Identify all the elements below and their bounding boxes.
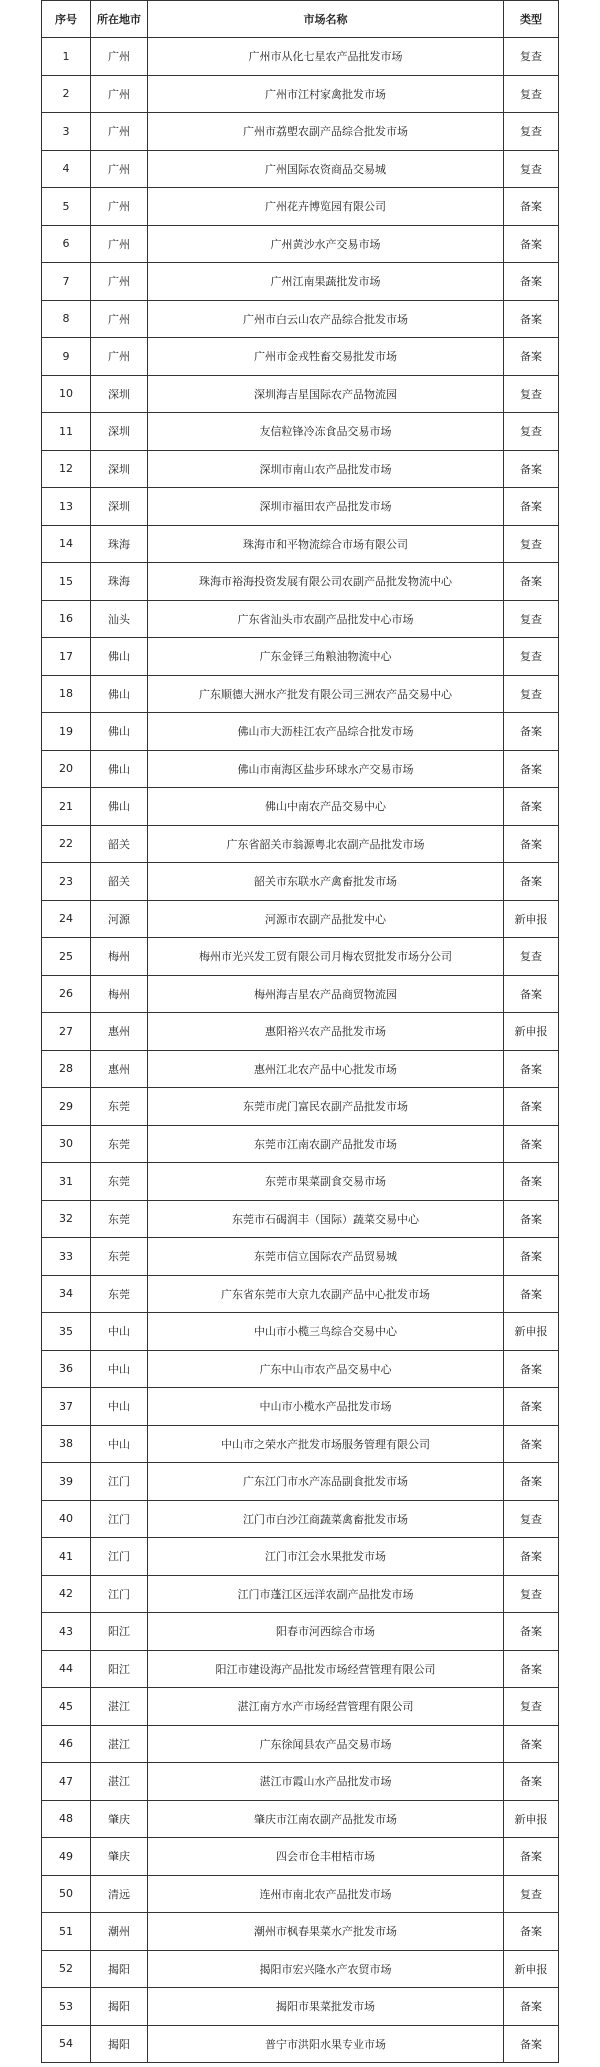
row-market-name: 广东省韶关市翁源粤北农副产品批发市场	[148, 825, 504, 863]
row-city: 揭阳	[91, 1988, 148, 2026]
table-row	[42, 225, 559, 263]
row-market-name: 广州市白云山农产品综合批发市场	[148, 300, 504, 338]
row-type: 复查	[504, 675, 559, 713]
row-type: 备案	[504, 1913, 559, 1951]
header-type: 类型	[504, 1, 559, 38]
row-market-name: 肇庆市江南农副产品批发市场	[148, 1800, 504, 1838]
row-market-name: 东莞市果菜副食交易市场	[148, 1163, 504, 1201]
row-city: 佛山	[91, 750, 148, 788]
row-type: 新申报	[504, 1800, 559, 1838]
row-index: 48	[42, 1800, 91, 1838]
row-type: 备案	[504, 1463, 559, 1501]
row-city: 深圳	[91, 450, 148, 488]
row-city: 东莞	[91, 1238, 148, 1276]
row-type: 复查	[504, 1575, 559, 1613]
table-row	[42, 1950, 559, 1988]
table-header-row	[42, 1, 559, 38]
row-type: 备案	[504, 1988, 559, 2026]
row-city: 江门	[91, 1463, 148, 1501]
row-city: 东莞	[91, 1163, 148, 1201]
row-city: 佛山	[91, 713, 148, 751]
row-type: 备案	[504, 188, 559, 226]
table-row	[42, 488, 559, 526]
row-type: 备案	[504, 1238, 559, 1276]
table-row	[42, 1575, 559, 1613]
row-market-name: 中山市之荣水产批发市场服务管理有限公司	[148, 1425, 504, 1463]
row-type: 备案	[504, 1200, 559, 1238]
row-market-name: 河源市农副产品批发中心	[148, 900, 504, 938]
row-index: 5	[42, 188, 91, 226]
row-market-name: 广东省东莞市大京九农副产品中心批发市场	[148, 1275, 504, 1313]
row-city: 湛江	[91, 1688, 148, 1726]
row-type: 备案	[504, 1838, 559, 1876]
row-index: 6	[42, 225, 91, 263]
row-city: 湛江	[91, 1725, 148, 1763]
table-row	[42, 638, 559, 676]
row-city: 中山	[91, 1388, 148, 1426]
row-city: 东莞	[91, 1200, 148, 1238]
row-type: 备案	[504, 1163, 559, 1201]
table-row	[42, 450, 559, 488]
row-index: 29	[42, 1088, 91, 1126]
header-market-name: 市场名称	[148, 1, 504, 38]
table-body	[42, 38, 559, 2063]
table-row	[42, 1275, 559, 1313]
row-index: 8	[42, 300, 91, 338]
table-row	[42, 338, 559, 376]
table-row	[42, 1800, 559, 1838]
table-row	[42, 1463, 559, 1501]
row-market-name: 广东徐闻县农产品交易市场	[148, 1725, 504, 1763]
row-type: 复查	[504, 1875, 559, 1913]
row-city: 东莞	[91, 1275, 148, 1313]
row-type: 备案	[504, 263, 559, 301]
row-market-name: 佛山市大沥桂江农产品综合批发市场	[148, 713, 504, 751]
row-city: 梅州	[91, 975, 148, 1013]
row-index: 49	[42, 1838, 91, 1876]
row-index: 11	[42, 413, 91, 451]
row-type: 复查	[504, 375, 559, 413]
row-index: 34	[42, 1275, 91, 1313]
row-market-name: 广州江南果蔬批发市场	[148, 263, 504, 301]
table-row	[42, 413, 559, 451]
table-row	[42, 938, 559, 976]
table-row	[42, 675, 559, 713]
row-market-name: 珠海市裕海投资发展有限公司农副产品批发物流中心	[148, 563, 504, 601]
row-market-name: 阳春市河西综合市场	[148, 1613, 504, 1651]
row-city: 阳江	[91, 1613, 148, 1651]
row-index: 37	[42, 1388, 91, 1426]
row-market-name: 深圳海吉星国际农产品物流园	[148, 375, 504, 413]
table-row	[42, 1763, 559, 1801]
row-index: 50	[42, 1875, 91, 1913]
row-market-name: 湛江南方水产市场经营管理有限公司	[148, 1688, 504, 1726]
row-city: 珠海	[91, 563, 148, 601]
row-index: 53	[42, 1988, 91, 2026]
row-type: 备案	[504, 1275, 559, 1313]
row-city: 广州	[91, 225, 148, 263]
row-index: 44	[42, 1650, 91, 1688]
row-type: 备案	[504, 2025, 559, 2063]
row-index: 14	[42, 525, 91, 563]
row-city: 惠州	[91, 1050, 148, 1088]
row-index: 15	[42, 563, 91, 601]
table-row	[42, 375, 559, 413]
row-index: 27	[42, 1013, 91, 1051]
row-type: 备案	[504, 1088, 559, 1126]
table-row	[42, 1200, 559, 1238]
row-index: 43	[42, 1613, 91, 1651]
row-index: 30	[42, 1125, 91, 1163]
row-market-name: 普宁市洪阳水果专业市场	[148, 2025, 504, 2063]
row-market-name: 东莞市石碣润丰（国际）蔬菜交易中心	[148, 1200, 504, 1238]
row-type: 复查	[504, 938, 559, 976]
table-row	[42, 900, 559, 938]
row-type: 备案	[504, 1425, 559, 1463]
row-market-name: 珠海市和平物流综合市场有限公司	[148, 525, 504, 563]
row-type: 备案	[504, 450, 559, 488]
table-row	[42, 1013, 559, 1051]
row-index: 3	[42, 113, 91, 151]
table-row	[42, 1425, 559, 1463]
row-market-name: 佛山市南海区盐步环球水产交易市场	[148, 750, 504, 788]
table-row	[42, 1688, 559, 1726]
row-city: 阳江	[91, 1650, 148, 1688]
row-index: 21	[42, 788, 91, 826]
row-index: 42	[42, 1575, 91, 1613]
row-type: 复查	[504, 1688, 559, 1726]
table-row	[42, 188, 559, 226]
row-index: 19	[42, 713, 91, 751]
row-city: 广州	[91, 338, 148, 376]
row-city: 揭阳	[91, 2025, 148, 2063]
row-type: 复查	[504, 113, 559, 151]
row-type: 备案	[504, 1725, 559, 1763]
row-type: 备案	[504, 1650, 559, 1688]
table-row	[42, 563, 559, 601]
row-market-name: 广东金铎三角粮油物流中心	[148, 638, 504, 676]
row-city: 河源	[91, 900, 148, 938]
table-row	[42, 1988, 559, 2026]
row-type: 复查	[504, 600, 559, 638]
row-market-name: 揭阳市宏兴隆水产农贸市场	[148, 1950, 504, 1988]
row-market-name: 广州花卉博览园有限公司	[148, 188, 504, 226]
row-index: 25	[42, 938, 91, 976]
table-row	[42, 1913, 559, 1951]
header-index: 序号	[42, 1, 91, 38]
row-city: 深圳	[91, 375, 148, 413]
row-type: 备案	[504, 1538, 559, 1576]
row-index: 22	[42, 825, 91, 863]
row-city: 东莞	[91, 1125, 148, 1163]
row-market-name: 惠阳裕兴农产品批发市场	[148, 1013, 504, 1051]
row-city: 佛山	[91, 788, 148, 826]
row-type: 备案	[504, 975, 559, 1013]
row-index: 20	[42, 750, 91, 788]
row-type: 备案	[504, 788, 559, 826]
row-index: 2	[42, 75, 91, 113]
row-type: 复查	[504, 413, 559, 451]
row-index: 1	[42, 38, 91, 76]
row-type: 备案	[504, 488, 559, 526]
table-row	[42, 1613, 559, 1651]
table-row	[42, 1238, 559, 1276]
row-market-name: 广州市荔塱农副产品综合批发市场	[148, 113, 504, 151]
row-type: 备案	[504, 825, 559, 863]
row-index: 33	[42, 1238, 91, 1276]
row-market-name: 广州国际农资商品交易城	[148, 150, 504, 188]
row-city: 佛山	[91, 638, 148, 676]
row-type: 复查	[504, 638, 559, 676]
row-index: 47	[42, 1763, 91, 1801]
header-city: 所在地市	[91, 1, 148, 38]
row-city: 揭阳	[91, 1950, 148, 1988]
table-row	[42, 150, 559, 188]
row-type: 复查	[504, 1500, 559, 1538]
table-row	[42, 1313, 559, 1351]
row-city: 韶关	[91, 863, 148, 901]
row-city: 广州	[91, 300, 148, 338]
table-row	[42, 75, 559, 113]
row-index: 46	[42, 1725, 91, 1763]
row-index: 45	[42, 1688, 91, 1726]
row-market-name: 友信粒锋冷冻食品交易市场	[148, 413, 504, 451]
table-row	[42, 1088, 559, 1126]
row-city: 广州	[91, 113, 148, 151]
table-row	[42, 975, 559, 1013]
row-market-name: 中山市小榄水产品批发市场	[148, 1388, 504, 1426]
row-city: 中山	[91, 1425, 148, 1463]
row-type: 新申报	[504, 1313, 559, 1351]
row-city: 惠州	[91, 1013, 148, 1051]
row-city: 东莞	[91, 1088, 148, 1126]
row-city: 中山	[91, 1313, 148, 1351]
row-city: 梅州	[91, 938, 148, 976]
row-market-name: 深圳市南山农产品批发市场	[148, 450, 504, 488]
row-market-name: 中山市小榄三鸟综合交易中心	[148, 1313, 504, 1351]
table-row	[42, 1163, 559, 1201]
row-city: 广州	[91, 150, 148, 188]
table-row	[42, 1650, 559, 1688]
row-index: 36	[42, 1350, 91, 1388]
row-market-name: 广东江门市水产冻品副食批发市场	[148, 1463, 504, 1501]
table-row	[42, 300, 559, 338]
row-city: 江门	[91, 1575, 148, 1613]
row-type: 复查	[504, 525, 559, 563]
table-row	[42, 1725, 559, 1763]
row-type: 新申报	[504, 1950, 559, 1988]
table-row	[42, 113, 559, 151]
table-row	[42, 263, 559, 301]
row-type: 备案	[504, 713, 559, 751]
row-city: 湛江	[91, 1763, 148, 1801]
row-index: 16	[42, 600, 91, 638]
row-market-name: 佛山中南农产品交易中心	[148, 788, 504, 826]
row-market-name: 惠州江北农产品中心批发市场	[148, 1050, 504, 1088]
table-row	[42, 38, 559, 76]
market-table	[41, 0, 559, 2063]
row-market-name: 韶关市东联水产禽畜批发市场	[148, 863, 504, 901]
row-index: 38	[42, 1425, 91, 1463]
row-market-name: 广州黄沙水产交易市场	[148, 225, 504, 263]
table-row	[42, 1388, 559, 1426]
row-market-name: 阳江市建设海产品批发市场经营管理有限公司	[148, 1650, 504, 1688]
row-type: 复查	[504, 38, 559, 76]
row-city: 广州	[91, 263, 148, 301]
row-type: 备案	[504, 1050, 559, 1088]
row-type: 备案	[504, 300, 559, 338]
table-row	[42, 1125, 559, 1163]
row-city: 深圳	[91, 488, 148, 526]
row-market-name: 广东中山市农产品交易中心	[148, 1350, 504, 1388]
row-type: 备案	[504, 863, 559, 901]
row-city: 珠海	[91, 525, 148, 563]
row-index: 41	[42, 1538, 91, 1576]
row-index: 12	[42, 450, 91, 488]
row-index: 17	[42, 638, 91, 676]
row-market-name: 广东顺德大洲水产批发有限公司三洲农产品交易中心	[148, 675, 504, 713]
row-index: 26	[42, 975, 91, 1013]
row-market-name: 东莞市虎门富民农副产品批发市场	[148, 1088, 504, 1126]
row-index: 54	[42, 2025, 91, 2063]
row-index: 9	[42, 338, 91, 376]
row-market-name: 广州市江村家禽批发市场	[148, 75, 504, 113]
row-type: 新申报	[504, 1013, 559, 1051]
table-row	[42, 1538, 559, 1576]
row-city: 汕头	[91, 600, 148, 638]
table-row	[42, 525, 559, 563]
table-row	[42, 788, 559, 826]
row-market-name: 江门市白沙江商蔬菜禽畜批发市场	[148, 1500, 504, 1538]
row-index: 24	[42, 900, 91, 938]
row-city: 广州	[91, 188, 148, 226]
row-type: 复查	[504, 150, 559, 188]
row-market-name: 湛江市霞山水产品批发市场	[148, 1763, 504, 1801]
row-city: 清远	[91, 1875, 148, 1913]
table-row	[42, 713, 559, 751]
row-market-name: 广州市从化七星农产品批发市场	[148, 38, 504, 76]
table-row	[42, 1875, 559, 1913]
row-city: 肇庆	[91, 1800, 148, 1838]
table-row	[42, 863, 559, 901]
row-index: 4	[42, 150, 91, 188]
row-city: 佛山	[91, 675, 148, 713]
table-row	[42, 825, 559, 863]
row-market-name: 江门市蓬江区远洋农副产品批发市场	[148, 1575, 504, 1613]
row-market-name: 连州市南北农产品批发市场	[148, 1875, 504, 1913]
row-index: 32	[42, 1200, 91, 1238]
row-type: 备案	[504, 1613, 559, 1651]
row-index: 18	[42, 675, 91, 713]
row-type: 备案	[504, 225, 559, 263]
row-market-name: 揭阳市果菜批发市场	[148, 1988, 504, 2026]
row-market-name: 江门市江会水果批发市场	[148, 1538, 504, 1576]
row-market-name: 东莞市江南农副产品批发市场	[148, 1125, 504, 1163]
row-city: 肇庆	[91, 1838, 148, 1876]
table-row	[42, 1500, 559, 1538]
row-city: 潮州	[91, 1913, 148, 1951]
row-index: 35	[42, 1313, 91, 1351]
row-type: 备案	[504, 750, 559, 788]
row-type: 新申报	[504, 900, 559, 938]
row-type: 备案	[504, 338, 559, 376]
table-row	[42, 1838, 559, 1876]
row-market-name: 四会市仓丰柑桔市场	[148, 1838, 504, 1876]
row-index: 7	[42, 263, 91, 301]
row-city: 深圳	[91, 413, 148, 451]
row-market-name: 梅州海吉星农产品商贸物流园	[148, 975, 504, 1013]
table-row	[42, 1350, 559, 1388]
row-index: 52	[42, 1950, 91, 1988]
row-city: 韶关	[91, 825, 148, 863]
row-type: 备案	[504, 1763, 559, 1801]
row-index: 28	[42, 1050, 91, 1088]
row-city: 江门	[91, 1538, 148, 1576]
row-market-name: 广州市金戎牲畜交易批发市场	[148, 338, 504, 376]
row-index: 10	[42, 375, 91, 413]
row-market-name: 潮州市枫春果菜水产批发市场	[148, 1913, 504, 1951]
row-index: 13	[42, 488, 91, 526]
row-city: 广州	[91, 38, 148, 76]
row-index: 39	[42, 1463, 91, 1501]
row-type: 备案	[504, 563, 559, 601]
row-market-name: 梅州市光兴发工贸有限公司月梅农贸批发市场分公司	[148, 938, 504, 976]
table-row	[42, 750, 559, 788]
row-market-name: 广东省汕头市农副产品批发中心市场	[148, 600, 504, 638]
row-city: 江门	[91, 1500, 148, 1538]
table-row	[42, 600, 559, 638]
table-row	[42, 1050, 559, 1088]
row-market-name: 深圳市福田农产品批发市场	[148, 488, 504, 526]
row-type: 备案	[504, 1125, 559, 1163]
row-type: 备案	[504, 1388, 559, 1426]
row-index: 23	[42, 863, 91, 901]
row-index: 51	[42, 1913, 91, 1951]
row-index: 40	[42, 1500, 91, 1538]
row-city: 广州	[91, 75, 148, 113]
row-market-name: 东莞市信立国际农产品贸易城	[148, 1238, 504, 1276]
row-type: 备案	[504, 1350, 559, 1388]
row-city: 中山	[91, 1350, 148, 1388]
table-row	[42, 2025, 559, 2063]
row-index: 31	[42, 1163, 91, 1201]
row-type: 复查	[504, 75, 559, 113]
